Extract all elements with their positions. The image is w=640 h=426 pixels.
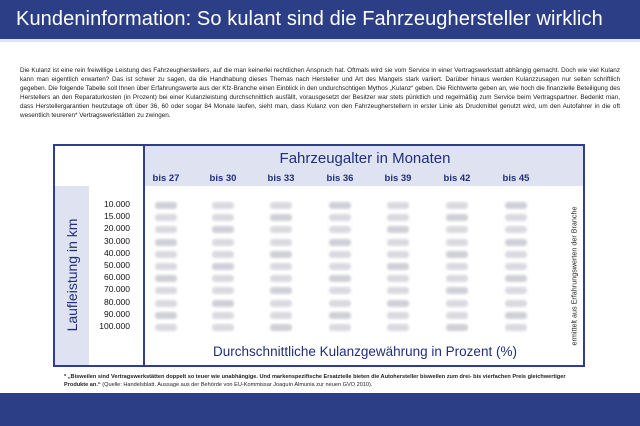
table-cell-blurred bbox=[155, 287, 177, 294]
table-cell-blurred bbox=[155, 312, 177, 319]
footnote bbox=[64, 373, 584, 389]
table-cell-blurred bbox=[329, 300, 351, 307]
footer-bar bbox=[0, 393, 640, 426]
table-cell-blurred bbox=[155, 202, 177, 209]
table-cell-blurred bbox=[505, 202, 527, 209]
table-cell-blurred bbox=[387, 324, 409, 331]
footnote-source: (Quelle: Handelsblatt. Aussage aus der Behörde von EU-Kommissar Joaquín Almunia zur neuen GVO 2010). bbox=[102, 382, 373, 388]
table-cell-blurred bbox=[212, 263, 234, 270]
table-cell-blurred bbox=[446, 263, 468, 270]
km-row-label: 50.000 bbox=[104, 260, 130, 270]
table-cell-blurred bbox=[329, 226, 351, 233]
table-cell-blurred bbox=[505, 251, 527, 258]
table-cell-blurred bbox=[212, 287, 234, 294]
table-cell-blurred bbox=[505, 312, 527, 319]
table-cell-blurred bbox=[446, 251, 468, 258]
km-row-label: 60.000 bbox=[104, 272, 130, 283]
table-cell-blurred bbox=[387, 202, 409, 209]
table-cell-blurred bbox=[155, 226, 177, 233]
table-cell-blurred bbox=[446, 312, 468, 319]
table-cell-blurred bbox=[329, 312, 351, 319]
table-cell-blurred bbox=[446, 287, 468, 294]
table-cell-blurred bbox=[212, 214, 234, 221]
km-row-label: 30.000 bbox=[104, 235, 130, 246]
km-row-label: 90.000 bbox=[104, 308, 130, 319]
table-cell-blurred bbox=[212, 239, 234, 246]
table-cell-blurred bbox=[155, 275, 177, 282]
km-row-label: 15.000 bbox=[104, 211, 130, 222]
table-cell-blurred bbox=[329, 202, 351, 209]
table-cell-blurred bbox=[155, 324, 177, 331]
page-title: Kundeninformation: So kulant sind die Fahrzeughersteller wirklich bbox=[16, 8, 603, 30]
table-cell-blurred bbox=[505, 239, 527, 246]
table-cell-blurred bbox=[270, 287, 292, 294]
age-title: Fahrzeugalter in Monaten bbox=[279, 150, 451, 167]
table-cell-blurred bbox=[270, 202, 292, 209]
table-cell-blurred bbox=[270, 312, 292, 319]
km-row-label: 80.000 bbox=[104, 296, 130, 307]
table-cell-blurred bbox=[329, 287, 351, 294]
table-cell-blurred bbox=[387, 263, 409, 270]
table-cell-blurred bbox=[446, 239, 468, 246]
table-cell-blurred bbox=[212, 312, 234, 319]
table-cell-blurred bbox=[505, 300, 527, 307]
table-cell-blurred bbox=[212, 324, 234, 331]
table-cell-blurred bbox=[329, 324, 351, 331]
table-cell-blurred bbox=[387, 312, 409, 319]
km-row-label: 70.000 bbox=[104, 284, 130, 295]
table-cell-blurred bbox=[329, 214, 351, 221]
age-column-header: bis 45 bbox=[502, 173, 530, 184]
table-cell-blurred bbox=[446, 324, 468, 331]
table-cell-blurred bbox=[270, 239, 292, 246]
table-cell-blurred bbox=[446, 214, 468, 221]
km-title: Laufleistung in km bbox=[64, 218, 80, 332]
table-cell-blurred bbox=[446, 275, 468, 282]
table-cell-blurred bbox=[329, 239, 351, 246]
table-cell-blurred bbox=[212, 202, 234, 209]
table-cell-blurred bbox=[270, 226, 292, 233]
age-column-header: bis 42 bbox=[443, 173, 471, 184]
header-bar bbox=[0, 0, 640, 42]
km-row-label: 20.000 bbox=[104, 223, 130, 234]
table-cell-blurred bbox=[387, 275, 409, 282]
table-cell-blurred bbox=[270, 275, 292, 282]
table-cell-blurred bbox=[270, 251, 292, 258]
table-cell-blurred bbox=[387, 239, 409, 246]
table-cell-blurred bbox=[212, 226, 234, 233]
table-cell-blurred bbox=[212, 275, 234, 282]
table-cell-blurred bbox=[270, 300, 292, 307]
table-cell-blurred bbox=[155, 300, 177, 307]
table-cell-blurred bbox=[446, 226, 468, 233]
table-cell-blurred bbox=[505, 263, 527, 270]
age-column-header: bis 39 bbox=[384, 173, 412, 184]
table-cell-blurred bbox=[270, 214, 292, 221]
table-cell-blurred bbox=[155, 263, 177, 270]
table-cell-blurred bbox=[387, 214, 409, 221]
table-cell-blurred bbox=[505, 324, 527, 331]
table-cell-blurred bbox=[155, 239, 177, 246]
table-cell-blurred bbox=[387, 251, 409, 258]
table-cell-blurred bbox=[387, 300, 409, 307]
footnote-text: * „Bisweilen sind Vertragswerkstätten doppelt so teuer wie unabhängige. Und markenspezifische Ersatzteile bieten die Autohersteller bisweilen zum drei- bis vierfachen Preis gleichwertiger Produkte an.“ bbox=[64, 374, 566, 388]
km-row-label: 100.000 bbox=[99, 321, 130, 331]
table-cell-blurred bbox=[212, 300, 234, 307]
table-cell-blurred bbox=[446, 202, 468, 209]
table-cell-blurred bbox=[329, 251, 351, 258]
age-column-header: bis 33 bbox=[267, 173, 295, 184]
km-row-label: 40.000 bbox=[104, 247, 130, 258]
table-cell-blurred bbox=[329, 275, 351, 282]
average-title: Durchschnittliche Kulanzgewährung in Prozent (%) bbox=[213, 344, 517, 359]
table-cell-blurred bbox=[505, 275, 527, 282]
table-cell-blurred bbox=[505, 287, 527, 294]
table-cell-blurred bbox=[270, 324, 292, 331]
table-cell-blurred bbox=[505, 214, 527, 221]
source-side-note: ermittelt aus Erfahrungswerten der Branche bbox=[569, 206, 579, 346]
table-cell-blurred bbox=[329, 263, 351, 270]
table-cell-blurred bbox=[270, 263, 292, 270]
age-column-header: bis 27 bbox=[152, 173, 180, 184]
table-cell-blurred bbox=[155, 214, 177, 221]
table-cell-blurred bbox=[155, 251, 177, 258]
age-column-header: bis 30 bbox=[209, 173, 237, 184]
intro-paragraph: Die Kulanz ist eine rein freiwillige Leistung des Fahrzeugherstellers, auf die man keinerlei rechtlichen Anspruch hat. Oftmals wird sie vom Service in einer Vertragswerkstatt abhängig gemacht. Doch wie viel Kulanz kann man eigentlich erwarten? Das ist schwer zu sagen, da die Handhabung dieses Themas nach Hersteller und Art des Mangels stark variiert. Darüber hinaus werden Kulanzzusagen nur selten schriftlich gegeben. Die folgende Tabelle soll Ihnen über Erfahrungswerte aus der Kfz-Branche einen Einblick in den undurchschtigen Mythos „Kulanz“ geben. Die Richtwerte geben an, wie hoch die finanzielle Beteiligung des Herstellers an den Reparaturkosten (in Prozent) bei einer Kulanzleistung durchschnittlich ausfällt, vorausgesetzt der Besitzer war stets pünktlich und regelmäßig zum Service beim Vertragspartner. Bedenkt man, dass Herstellergarantien heutzutage oft über 36, 60 oder sogar 84 Monate laufen, sieht man, dass Kulanz von den Fahrzeugherstellern in erster Linie als Druckmittel genutzt wird, um den Autofahrer in die oft wesentlich teureren* Vertragswerkstätten zu zwingen. bbox=[20, 67, 620, 120]
table-cell-blurred bbox=[505, 226, 527, 233]
table-cell-blurred bbox=[446, 300, 468, 307]
age-column-header: bis 36 bbox=[326, 173, 354, 184]
table-cell-blurred bbox=[387, 287, 409, 294]
table-cell-blurred bbox=[387, 226, 409, 233]
km-row-label: 10.000 bbox=[104, 199, 130, 209]
table-cell-blurred bbox=[212, 251, 234, 258]
